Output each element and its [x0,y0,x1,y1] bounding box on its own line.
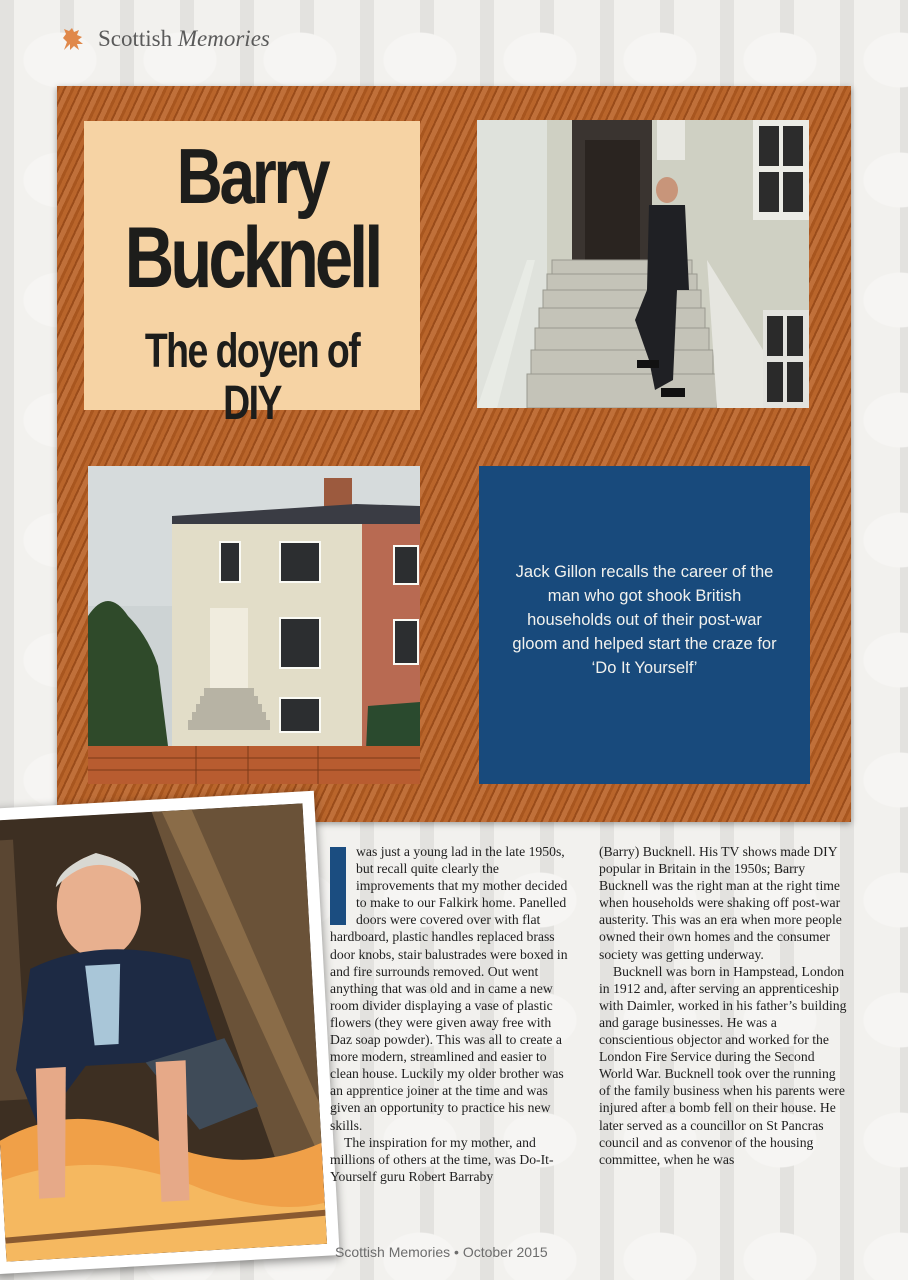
intro-standfirst: Jack Gillon recalls the career of the man who got shook British households out of their post-war gloom and helped start the craze for ‘Do It Yourself’ [512,563,777,677]
article-column-1 [330,843,574,1185]
masthead [58,20,270,58]
subtitle: The doyen of DIY [144,325,360,430]
portrait-photo-frame [0,791,340,1275]
title-panel [84,121,420,430]
title-line-2: Bucknell [124,210,380,306]
stairs-photo [477,120,809,408]
house-photo [88,466,420,784]
article-paragraph: The inspiration for my mother, and millions of others at the time, was Do-It-Yourself guru Robert Barraby [330,1134,554,1184]
article-paragraph: Bucknell was born in Hampstead, London in 1912 and, after serving an apprenticeship with Daimler, worked in his father’s building and garage businesses. He was a conscientious objector and worked for the London Fire Service during the Second World War. Bucknell took over the running of the family business when his parents were injured after a bomb fell on their house. He later served as a councillor on St Pancras council and as convenor of the housing committee, when he was [599,963,847,1167]
page-footer: Scottish Memories • October 2015 [335,1244,548,1260]
masthead-title: Scottish Memories [98,26,270,51]
intro-panel [479,466,810,784]
portrait-photo [0,803,327,1261]
lion-rampant-icon [58,24,88,54]
article-paragraph: was just a young lad in the late 1950s, but recall quite clearly the improvements that my mother decided to make to our Falkirk home. Panelled doors were covered over with flat hardboard, plastic handles replaced brass door knobs, stair balustrades were boxed in and fire surrounds removed. Out went anything that was old and in came a new room divider displaying a vase of plastic flowers (they were given away free with Daz soap powder). This was all to create a more modern, streamlined and easier to clean house. Luckily my older brother was an apprentice joiner at the time and was given an opportunity to practice his new skills. [330,844,568,1133]
drop-cap [330,847,346,925]
article-column-2 [599,843,849,1168]
title-line-1: Barry [176,132,328,220]
article-paragraph: (Barry) Bucknell. His TV shows made DIY popular in Britain in the 1950s; Barry Bucknell was the right man at the right time when households were shaking off post-war austerity. This was an era when more people owned their own homes and the consumer society was getting underway. [599,844,842,962]
